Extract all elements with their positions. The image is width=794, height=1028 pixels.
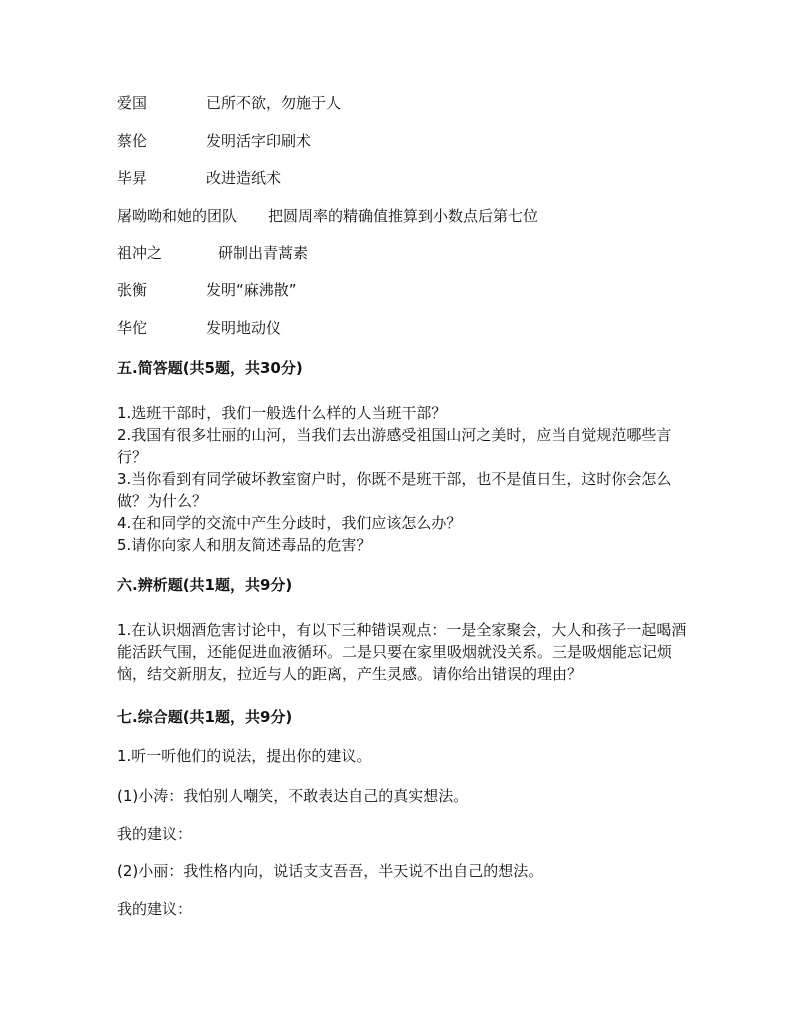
match-person-5: 祖冲之 xyxy=(117,244,163,262)
section7-title: 七.综合题(共1题，共9分) xyxy=(117,708,293,726)
section7-advice1: 我的建议： xyxy=(117,825,193,843)
match-item-5: 研制出青蒿素 xyxy=(218,244,309,262)
match-item-7: 发明地动仪 xyxy=(206,319,282,337)
match-item-1: 已所不欲，勿施于人 xyxy=(206,94,342,112)
question-5-3: 3.当你看到有同学破坏教室窗户时，你既不是班干部，也不是值日生，这时你会怎么做？为什么？ xyxy=(117,470,672,510)
section7-sub1: (1)小涛：我怕别人嘲笑，不敢表达自己的真实想法。 xyxy=(117,787,469,805)
section7-intro: 1.听一听他们的说法，提出你的建议。 xyxy=(117,747,372,765)
match-item-2: 发明活字印刷术 xyxy=(206,132,312,150)
section5-title: 五.简答题(共5题，共30分) xyxy=(117,359,303,377)
question-5-5: 5.请你向家人和朋友简述毒品的危害？ xyxy=(117,536,372,554)
match-item-4: 把圆周率的精确值推算到小数点后第七位 xyxy=(268,207,539,225)
section7-sub2: (2)小丽：我性格内向，说话支支吾吾，半天说不出自己的想法。 xyxy=(117,862,544,880)
question-5-4: 4.在和同学的交流中产生分歧时，我们应该怎么办？ xyxy=(117,514,462,532)
section6-question: 1.在认识烟酒危害讨论中，有以下三种错误观点：一是全家聚会，大人和孩子一起喝酒能活跃气围，还能促进血液循环。二是只要在家里吸烟就没关系。三是吸烟能忘记烦恼，结交新朋友，拉近与人的距离，产生灵感。请你给出错误的理由？ xyxy=(117,621,687,683)
match-person-6: 张衡 xyxy=(117,281,148,299)
section6-title: 六.辨析题(共1题，共9分) xyxy=(117,576,293,594)
match-person-4: 屠呦呦和她的团队 xyxy=(117,207,238,225)
match-person-1: 爱国 xyxy=(117,94,148,112)
question-5-1: 1.选班干部时，我们一般选什么样的人当班干部？ xyxy=(117,404,447,422)
match-person-7: 华佗 xyxy=(117,319,148,337)
match-person-3: 毕昇 xyxy=(117,169,148,187)
section5-questions xyxy=(117,402,687,556)
match-person-2: 蔡伦 xyxy=(117,132,148,150)
match-item-6: 发明“麻沸散” xyxy=(206,281,297,299)
question-5-2: 2.我国有很多壮丽的山河，当我们去出游感受祖国山河之美时，应当自觉规范哪些言行？ xyxy=(117,426,672,466)
section7-advice2: 我的建议： xyxy=(117,900,193,918)
match-item-3: 改进造纸术 xyxy=(206,169,282,187)
